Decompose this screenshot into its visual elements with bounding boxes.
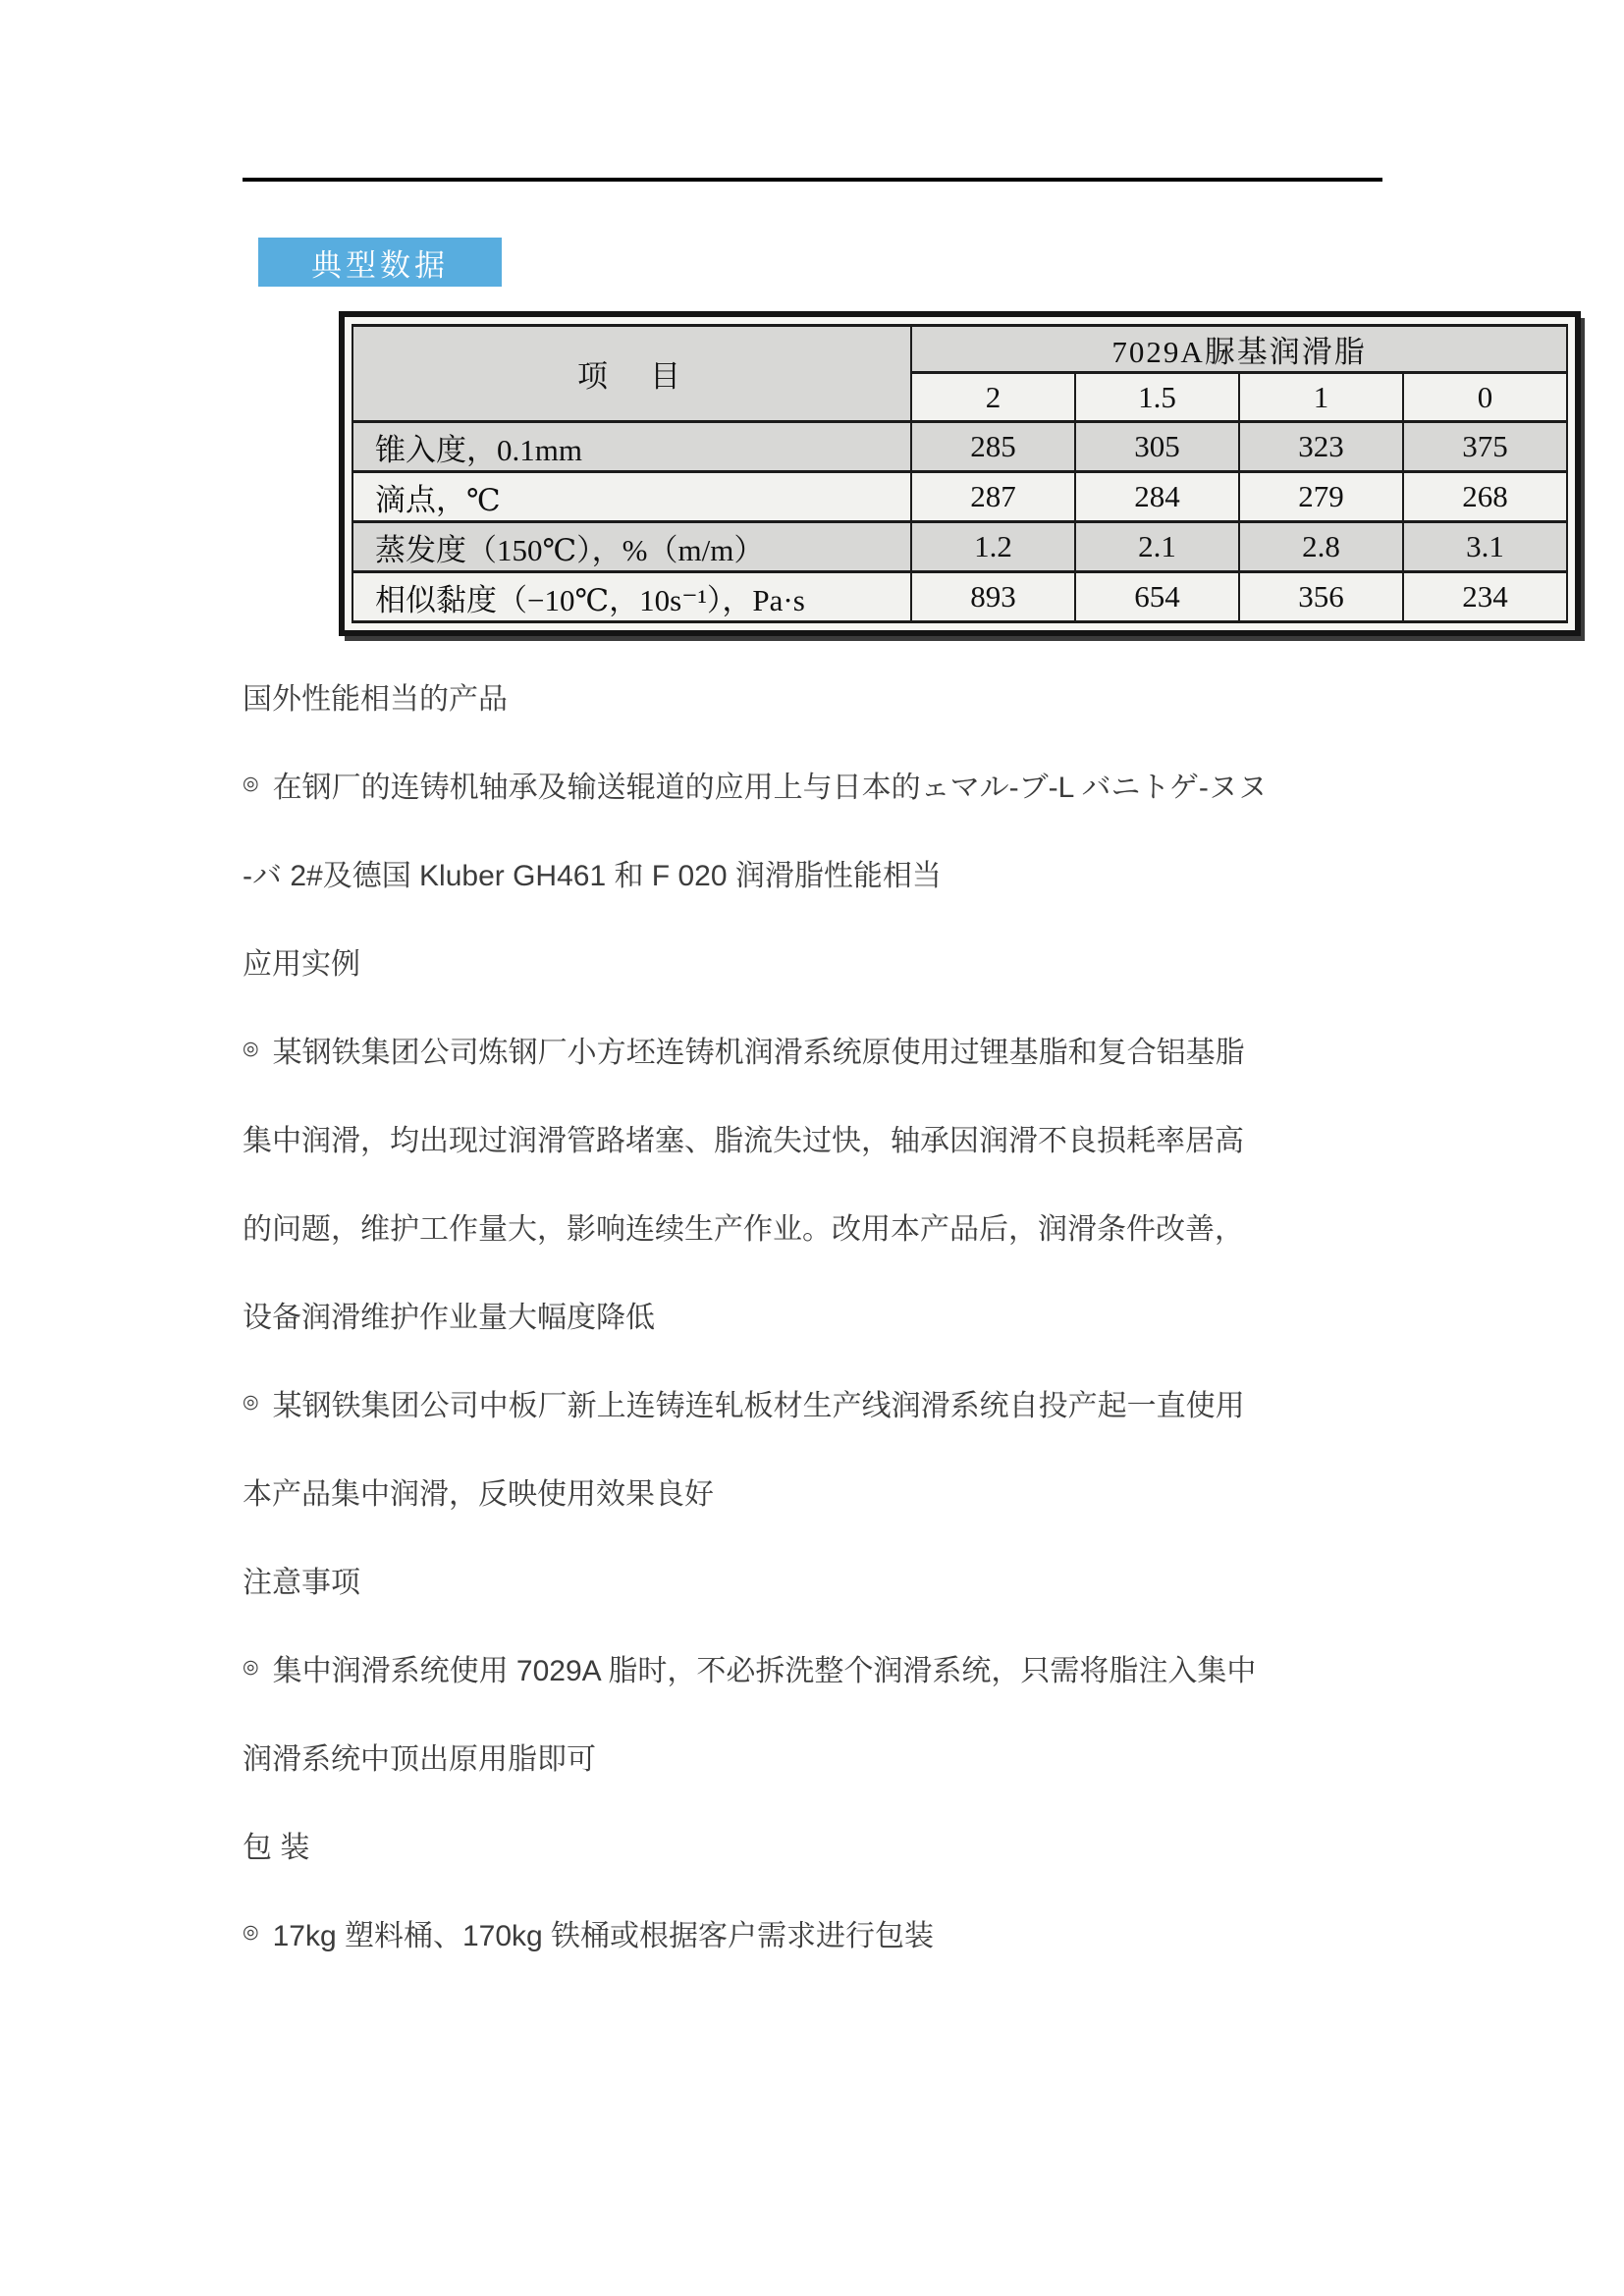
grade-column-header: 0: [1403, 373, 1567, 422]
paragraph-text: 某钢铁集团公司炼钢厂小方坯连铸机润滑系统原使用过锂基脂和复合铝基脂: [272, 1037, 1245, 1069]
grade-column-header: 2: [911, 373, 1075, 422]
table-row-apparent-viscosity: [352, 572, 1567, 622]
paragraph-text: 某钢铁集团公司中板厂新上连铸连轧板材生产线润滑系统自投产起一直使用: [272, 1390, 1245, 1422]
ring-bullet-icon: ◎: [243, 1038, 259, 1059]
table-row-penetration: [352, 422, 1567, 472]
row-label: 相似黏度（−10℃，10s⁻¹），Pa·s: [352, 572, 911, 622]
bullet-steel-plant-case-line2: [243, 1094, 1421, 1182]
paragraph-text: 国外性能相当的产品: [243, 683, 508, 716]
cell-value: 893: [911, 572, 1075, 622]
bullet-japan-comparison-line1: [243, 740, 1421, 828]
cell-value: 234: [1403, 572, 1567, 622]
cell-value: 375: [1403, 422, 1567, 472]
table-row-evaporation: [352, 522, 1567, 572]
ring-bullet-icon: ◎: [243, 1921, 259, 1943]
cell-value: 3.1: [1403, 522, 1567, 572]
cell-value: 1.2: [911, 522, 1075, 572]
cell-value: 287: [911, 472, 1075, 522]
cell-value: 2.1: [1075, 522, 1239, 572]
paragraph-text: 注意事项: [243, 1567, 360, 1599]
paragraph-text: 集中润滑系统使用 7029A 脂时，不必拆洗整个润滑系统，只需将脂注入集中: [272, 1655, 1257, 1687]
bullet-steel-plant-case-line3: [243, 1182, 1421, 1270]
cell-value: 356: [1239, 572, 1403, 622]
grade-column-header: 1.5: [1075, 373, 1239, 422]
paragraph-text: -バ 2#及德国 Kluber GH461 和 F 020 润滑脂性能相当: [243, 860, 942, 892]
cell-value: 654: [1075, 572, 1239, 622]
cell-value: 268: [1403, 472, 1567, 522]
paragraph-text: 17kg 塑料桶、170kg 铁桶或根据客户需求进行包装: [272, 1920, 935, 1952]
ring-bullet-icon: ◎: [243, 1391, 259, 1413]
paragraph-text: 的问题，维护工作量大，影响连续生产作业。改用本产品后，润滑条件改善，: [243, 1213, 1244, 1246]
paragraph-text: 应用实例: [243, 948, 360, 981]
paragraph-text: 设备润滑维护作业量大幅度降低: [243, 1302, 655, 1334]
paragraph-text: 包 装: [243, 1832, 310, 1864]
bullet-precaution-line2: [243, 1712, 1421, 1800]
bullet-plate-mill-case-line1: [243, 1359, 1421, 1447]
bullet-steel-plant-case-line4: [243, 1270, 1421, 1359]
row-label: 蒸发度（150℃），%（m/m）: [352, 522, 911, 572]
bullet-packaging-options: [243, 1889, 1421, 1977]
cell-value: 323: [1239, 422, 1403, 472]
paragraph-text: 在钢厂的连铸机轴承及输送辊道的应用上与日本的ェマル-ブ-L バニトゲ-ヌヌ: [272, 772, 1268, 804]
section-badge-typical-data: [258, 238, 502, 287]
cell-value: 285: [911, 422, 1075, 472]
bullet-plate-mill-case-line2: [243, 1447, 1421, 1535]
bullet-steel-plant-case-line1: [243, 1005, 1421, 1094]
grease-properties-table: [352, 324, 1568, 623]
section-badge-label: 典型数据: [311, 247, 449, 283]
grade-column-header: 1: [1239, 373, 1403, 422]
heading-foreign-equivalent-products: [243, 652, 1421, 740]
table-header-item: 项 目: [352, 326, 911, 422]
table-header-product: 7029A脲基润滑脂: [911, 326, 1567, 373]
row-label: 锥入度，0.1mm: [352, 422, 911, 472]
heading-packaging: [243, 1800, 1421, 1889]
heading-precautions: [243, 1535, 1421, 1624]
paragraph-text: 集中润滑，均出现过润滑管路堵塞、脂流失过快，轴承因润滑不良损耗率居高: [243, 1125, 1244, 1157]
heading-application-examples: [243, 917, 1421, 1005]
paragraph-text: 润滑系统中顶出原用脂即可: [243, 1743, 596, 1776]
table-row-dropping-point: [352, 472, 1567, 522]
ring-bullet-icon: ◎: [243, 1656, 259, 1678]
paragraph-text: 本产品集中润滑，反映使用效果良好: [243, 1478, 714, 1511]
bullet-japan-comparison-line2: [243, 828, 1421, 917]
cell-value: 284: [1075, 472, 1239, 522]
header-divider-rule: [243, 178, 1382, 182]
cell-value: 305: [1075, 422, 1239, 472]
cell-value: 279: [1239, 472, 1403, 522]
body-text: [243, 652, 1421, 1977]
ring-bullet-icon: ◎: [243, 773, 259, 794]
bullet-precaution-line1: [243, 1624, 1421, 1712]
cell-value: 2.8: [1239, 522, 1403, 572]
row-label: 滴点，℃: [352, 472, 911, 522]
typical-data-table: [339, 311, 1581, 636]
